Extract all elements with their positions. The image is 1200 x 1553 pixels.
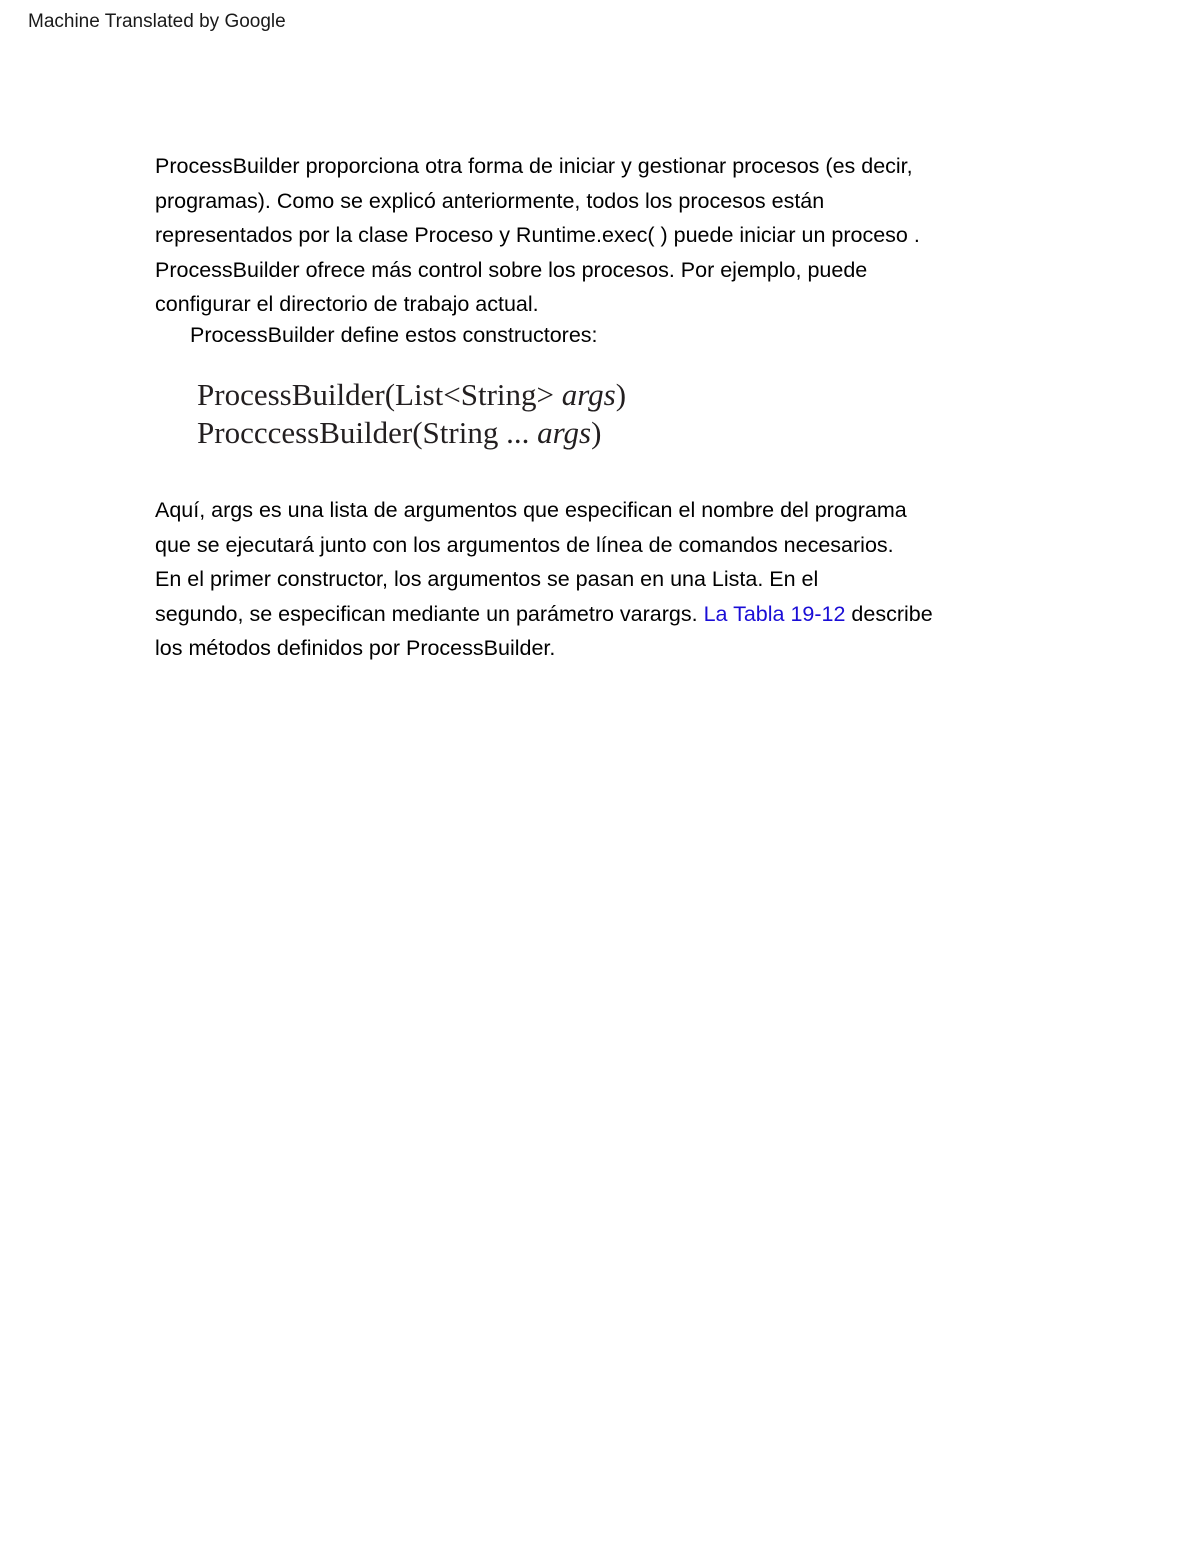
constructor-signature-varargs [197,414,626,452]
signature-close: ) [591,415,602,450]
signature-text: ProcessBuilder(List<String> [197,377,562,412]
paragraph-line: ProcessBuilder ofrece más control sobre los procesos. Por ejemplo, puede [155,257,868,282]
signature-text: ProcccessBuilder(String ... [197,415,538,450]
constructor-signatures [197,376,626,452]
paragraph-line: configurar el directorio de trabajo actual. [155,292,539,316]
paragraph-line: ProcessBuilder proporciona otra forma de iniciar y gestionar procesos (es decir, [155,154,913,178]
translation-note: Machine Translated by Google [28,11,286,32]
paragraph-line: que se ejecutará junto con los argumentos de línea de comandos necesarios. [155,532,894,557]
table-reference-link[interactable]: La Tabla 19-12 [703,601,846,626]
signature-arg: args [561,377,616,412]
paragraph-intro [155,149,1035,322]
paragraph-line: programas). Como se explicó anteriormente, todos los procesos están [155,188,825,213]
signature-arg: args [537,415,592,450]
paragraph-args [155,493,1035,666]
signature-close: ) [615,377,627,412]
paragraph-line: los métodos definidos por ProcessBuilder. [155,636,556,660]
constructor-signature-list [197,376,626,414]
line-text: describe [845,601,933,626]
paragraph-line: Aquí, args es una lista de argumentos que especifican el nombre del programa [155,498,907,522]
paragraph-line [155,597,1035,632]
paragraph-line: En el primer constructor, los argumentos se pasan en una Lista. En el [155,567,819,591]
line-text: segundo, se especifican mediante un parámetro varargs. [155,601,704,626]
constructors-intro: ProcessBuilder define estos constructores: [190,323,598,347]
paragraph-line: representados por la clase Proceso y Runtime.exec( ) puede iniciar un proceso . [155,223,920,247]
